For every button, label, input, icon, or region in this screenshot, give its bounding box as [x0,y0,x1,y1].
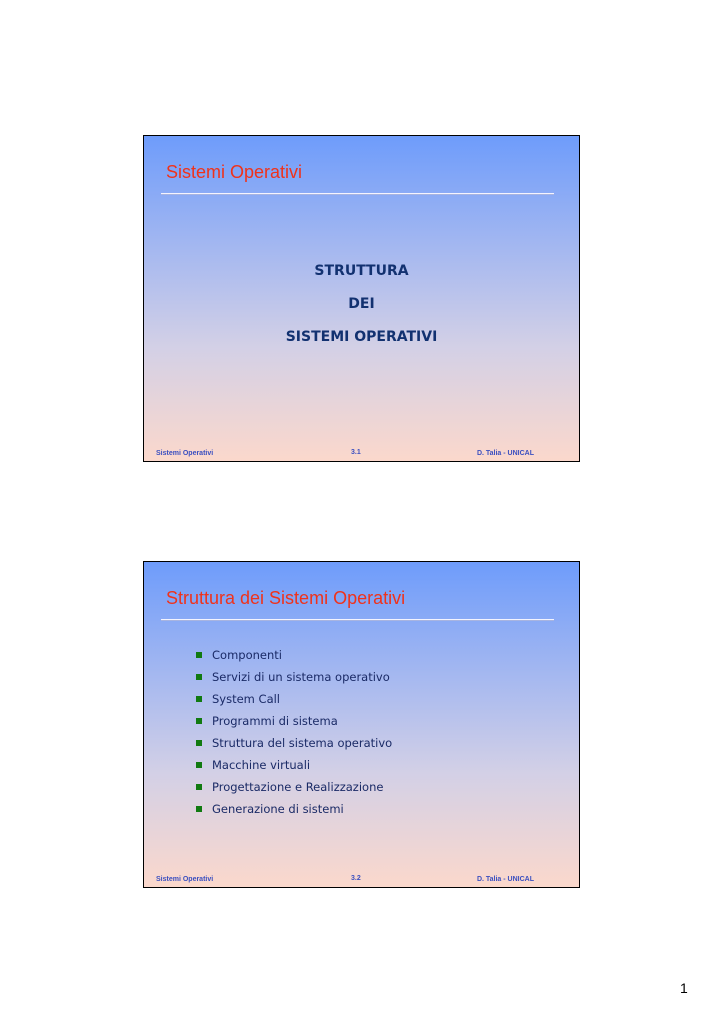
list-item-text: Struttura del sistema operativo [212,736,393,750]
slide-3-1 [143,135,580,462]
list-item-text: Generazione di sistemi [212,802,344,816]
footer-course: Sistemi Operativi [156,876,214,883]
bullet-square-icon [196,806,202,812]
slide-title: Struttura dei Sistemi Operativi [166,588,406,608]
bullet-square-icon [196,718,202,724]
page-number: 1 [680,980,688,996]
bullet-square-icon [196,696,202,702]
heading-line: SISTEMI OPERATIVI [285,329,438,345]
bullet-square-icon [196,762,202,768]
list-item-text: Progettazione e Realizzazione [212,780,384,794]
list-item-text: Servizi di un sistema operativo [212,670,390,684]
heading-line: DEI [348,296,375,312]
bullet-square-icon [196,784,202,790]
bullet-square-icon [196,740,202,746]
list-item-text: System Call [212,692,281,706]
footer-slide-number: 3.2 [351,875,361,882]
title-divider [161,619,554,621]
heading-line: STRUTTURA [314,263,409,279]
footer-author: D. Talia - UNICAL [476,876,534,883]
slide-3-2 [143,561,580,888]
footer-author: D. Talia - UNICAL [476,450,534,457]
bullet-square-icon [196,652,202,658]
slide-title: Sistemi Operativi [166,162,303,182]
slide-heading [144,255,579,354]
title-divider [161,193,554,195]
list-item-text: Macchine virtuali [212,758,311,772]
bullet-square-icon [196,674,202,680]
list-item-text: Componenti [212,648,282,662]
list-item-text: Programmi di sistema [212,714,338,728]
footer-slide-number: 3.1 [351,449,361,456]
footer-course: Sistemi Operativi [156,450,214,457]
